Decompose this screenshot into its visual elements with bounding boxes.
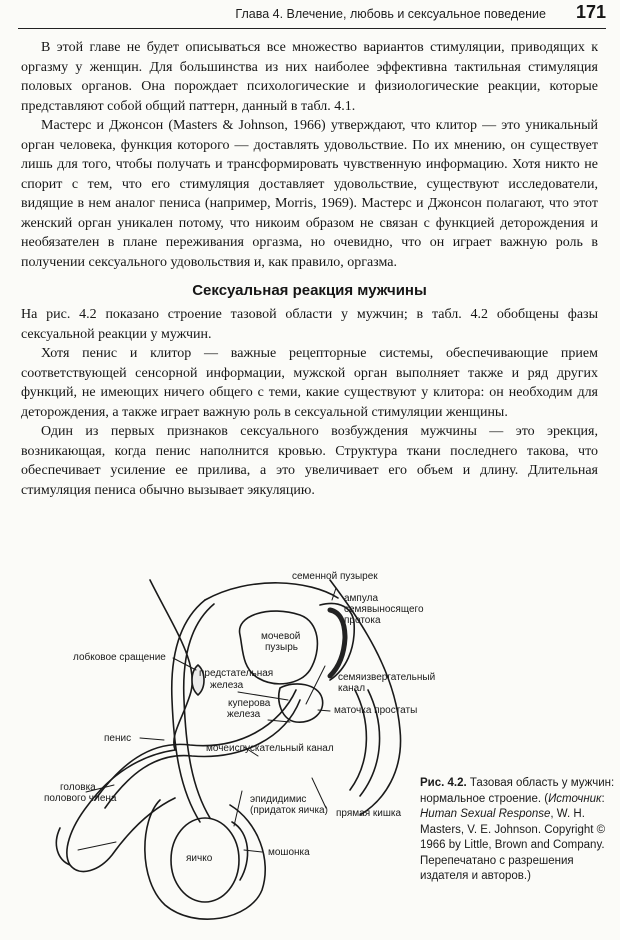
label-glans: головка (60, 782, 96, 793)
label-ejaculatory-duct: канал (338, 683, 366, 694)
paragraph: Хотя пенис и клитор — важные рецепторные системы, обеспечивающие прием соответствующей сенсорной информации, мужской орган выполняет также и ряд других функций, не имеющих ничего общего с теми, какие существуют у клитора: он необходим для деторождения, а также играет важную роль в сексуальной стимуляции женщины. (21, 346, 598, 420)
caption-number: Рис. 4.2. (420, 777, 467, 789)
paragraph: Мастерс и Джонсон (Masters & Johnson, 1966) утверждают, что клитор — это уникальный орган человека, функция которого — доставлять удовольствие. По их мнению, он существует лишь для того, чтобы получать и трансформировать чувственную информацию. Хотя никто не спорит с тем, что его стимуляция доставляет удовольствие, существуют исследователи, видящие в нем аналог пениса (например, Morris, 1969). Мастерс и Джонсон полагают, что этот женский орган уникален потому, что никоим образом не связан с функцией деторождения и необязателен в плане переживания оргазма, но очевидно, что он играет важную роль в получении сексуального удовольствия и, как правило, оргазма. (21, 118, 598, 270)
caption-rest: , W. H. Masters, V. E. Johnson. Copyright © 1966 by Little, Brown and Company. Перепечатано с разрешения издателя и авторов.) (420, 808, 606, 882)
paragraph: Один из первых признаков сексуального возбуждения мужчины — это эрекция, возникающая, когда пенис наполнится кровью. Структура ткани последнего такова, что обеспечивает усиление ее прилива, а это увеличивает его объем и длину. Длительная стимуляция пениса обычно вызывает эякуляцию. (21, 424, 598, 498)
caption-title: Тазовая область у мужчин: нормальное строение. ( (420, 777, 615, 805)
label-glans: полового члена (44, 793, 117, 804)
paragraph: На рис. 4.2 показано строение тазовой области у мужчин; в табл. 4.2 обобщены фазы сексуальной реакции у мужчин. (21, 307, 598, 342)
label-cowper-gland: железа (227, 709, 261, 720)
body-text-top (21, 38, 598, 500)
label-epididymis: эпидидимис (250, 794, 307, 805)
label-seminal-vesicle: семенной пузырек (292, 571, 378, 582)
section-heading: Сексуальная реакция мужчины (192, 282, 427, 299)
label-cowper-gland: куперова (228, 698, 271, 709)
label-ampulla: протока (344, 615, 381, 626)
label-testis: яичко (186, 853, 213, 864)
paragraph: В этой главе не будет описываться все множество вариантов стимуляции, приводящих к оргазму у женщин. Для большинства из них наиболее эффективна тактильная стимуляция половых органов. Она порождает психологические и физиологические реакции, которые представляют собой общий паттерн, данный в табл. 4.1. (21, 40, 598, 114)
page-number: 171 (575, 2, 606, 22)
label-bladder: мочевой (261, 631, 301, 642)
label-prostate: железа (210, 680, 244, 691)
caption-source-title: Human Sexual Response (420, 808, 551, 820)
running-head: Глава 4. Влечение, любовь и сексуальное поведение (235, 7, 546, 21)
label-penis: пенис (104, 733, 132, 744)
label-scrotum: мошонка (268, 847, 310, 858)
label-ampulla: ампула (344, 593, 379, 604)
caption-colon: : (601, 792, 605, 805)
figure-caption (420, 776, 616, 885)
label-pubic-symphysis: лобковое сращение (73, 652, 166, 663)
page-header (18, 2, 606, 29)
figure-4-2 (0, 560, 620, 940)
caption-source-label: Источник (548, 792, 602, 805)
label-rectum: прямая кишка (336, 808, 402, 819)
label-epididymis: (придаток яичка) (250, 805, 328, 816)
label-prostatic-utricle: маточка простаты (334, 705, 418, 716)
label-prostate: предстательная (199, 668, 274, 679)
label-ejaculatory-duct: семяизвергательный (338, 672, 436, 683)
label-urethra: мочеиспускательный канал (206, 743, 334, 754)
label-ampulla: семявыносящего (344, 604, 424, 615)
label-bladder: пузырь (265, 642, 298, 653)
